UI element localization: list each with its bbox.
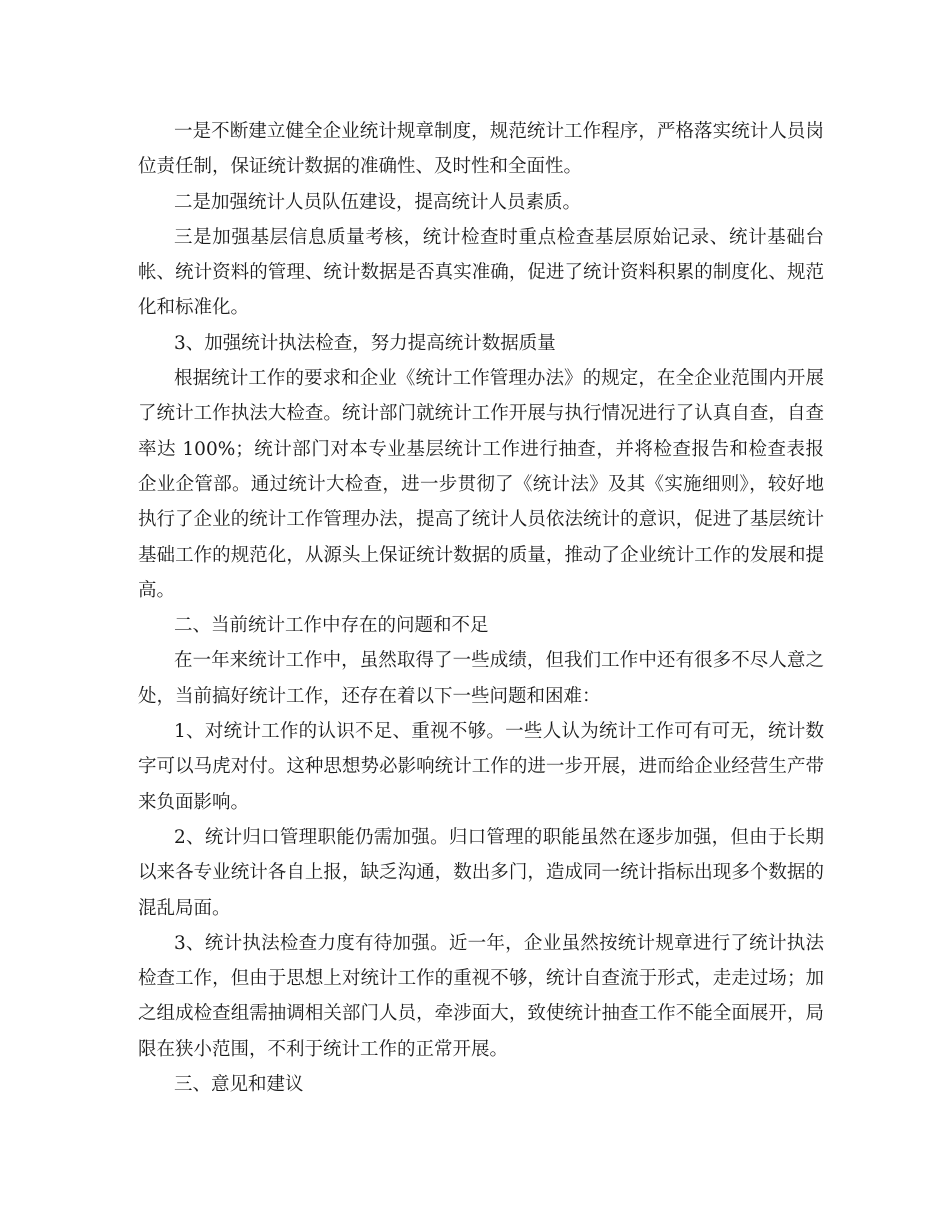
paragraph-problem-2: 2、统计归口管理职能仍需加强。归口管理的职能虽然在逐步加强，但由于长期以来各专业统计各自上报，缺乏沟通，数出多门，造成同一统计指标出现多个数据的混乱局面。 xyxy=(138,826,824,919)
paragraph-problems-intro: 在一年来统计工作中，虽然取得了一些成绩，但我们工作中还有很多不尽人意之处，当前搞好统计工作，还存在着以下一些问题和困难： xyxy=(138,650,824,707)
heading-law-enforcement-check: 3、加强统计执法检查，努力提高统计数据质量 xyxy=(174,332,556,354)
paragraph-problem-3: 3、统计执法检查力度有待加强。近一年，企业虽然按统计规章进行了统计执法检查工作，但由于思想上对统计工作的重视不够，统计自查流于形式，走走过场；加之组成检查组需抽调相关部门人员，牵涉面大，致使统计抽查工作不能全面展开，局限在狭小范围，不利于统计工作的正常开展。 xyxy=(138,932,824,1060)
document-page xyxy=(138,114,824,1102)
heading-suggestions: 三、意见和建议 xyxy=(174,1074,304,1096)
paragraph-quality-assessment: 三是加强基层信息质量考核，统计检查时重点检查基层原始记录、统计基础台帐、统计资料的管理、统计数据是否真实准确，促进了统计资料积累的制度化、规范化和标准化。 xyxy=(138,226,824,319)
paragraph-problem-1: 1、对统计工作的认识不足、重视不够。一些人认为统计工作可有可无，统计数字可以马虎对付。这种思想势必影响统计工作的进一步开展，进而给企业经营生产带来负面影响。 xyxy=(138,721,824,813)
paragraph-staff-building: 二是加强统计人员队伍建设，提高统计人员素质。 xyxy=(174,191,582,213)
heading-current-problems: 二、当前统计工作中存在的问题和不足 xyxy=(174,615,489,637)
paragraph-standardize-system: 一是不断建立健全企业统计规章制度，规范统计工作程序，严格落实统计人员岗位责任制，保证统计数据的准确性、及时性和全面性。 xyxy=(138,121,824,178)
paragraph-inspection-details: 根据统计工作的要求和企业《统计工作管理办法》的规定，在全企业范围内开展了统计工作执法大检查。统计部门就统计工作开展与执行情况进行了认真自查，自查率达 100%；统计部门对本专业基层统计工作进行抽查，并将检查报告和检查表报企业企管部。通过统计大检查，进一步贯彻了《统计法》及其《实施细则》，较好地执行了企业的统计工作管理办法，提高了统计人员依法统计的意识，促进了基层统计基础工作的规范化，从源头上保证统计数据的质量，推动了企业统计工作的发展和提高。 xyxy=(138,368,824,601)
